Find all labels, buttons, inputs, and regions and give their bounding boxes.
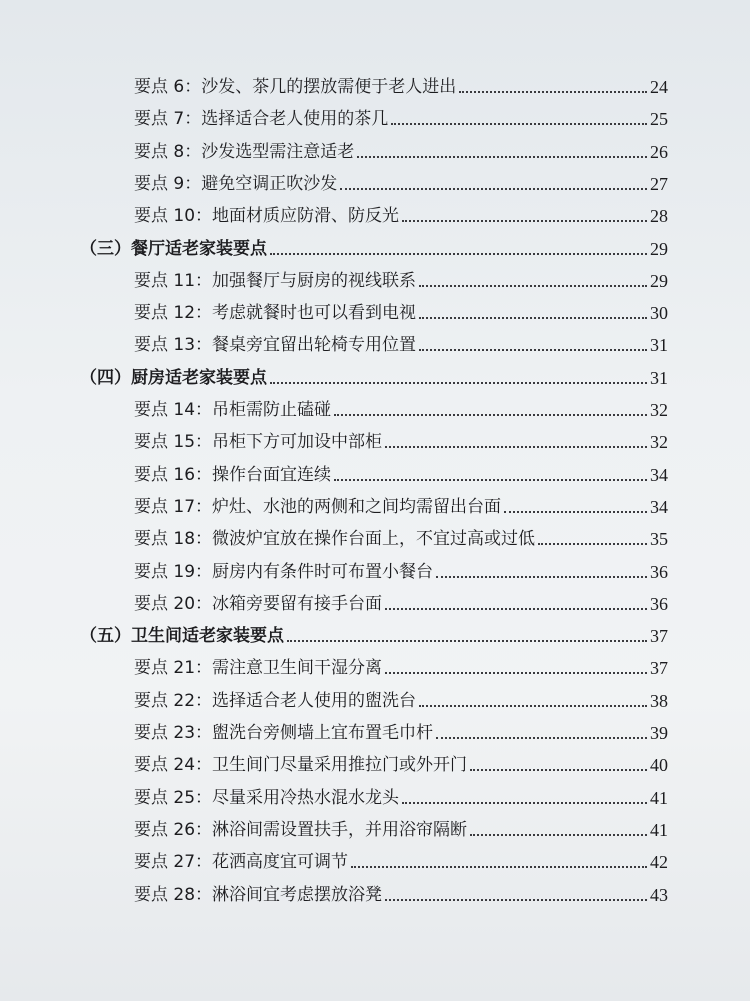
toc-entry <box>134 425 668 453</box>
dot-leader <box>538 542 647 545</box>
toc-entry-title: （五）卫生间适老家装要点 <box>80 626 284 647</box>
dot-leader <box>419 348 647 351</box>
toc-page-number: 37 <box>650 658 668 679</box>
dot-leader <box>504 510 647 513</box>
toc-page-number: 34 <box>650 464 668 485</box>
toc-entry <box>134 748 668 776</box>
toc-entry <box>134 684 668 712</box>
toc-page-number: 35 <box>650 529 668 550</box>
toc-entry <box>134 878 668 906</box>
toc-entry-title: （四）厨房适老家装要点 <box>80 367 267 388</box>
dot-leader <box>385 898 647 901</box>
toc-entry <box>134 135 668 163</box>
toc-entry-title: 要点 14：吊柜需防止磕碰 <box>134 400 332 420</box>
toc-entry-title: 要点 18：微波炉宜放在操作台面上，不宜过高或过低 <box>134 529 536 550</box>
toc-page-number: 27 <box>650 173 668 194</box>
toc-entry-title: 要点 24：卫生间门尽量采用推拉门或外开门 <box>134 755 468 776</box>
toc-page-number: 36 <box>650 593 668 614</box>
toc-entry <box>134 813 668 841</box>
toc-entry-title: 要点 17：炉灶、水池的两侧和之间均需留出台面 <box>134 496 502 517</box>
toc-entry-title: 要点 27：花洒高度宜可调节 <box>134 852 349 873</box>
dot-leader <box>385 445 647 448</box>
toc-entry-title: 要点 19：厨房内有条件时可布置小餐台 <box>134 561 434 582</box>
dot-leader <box>470 833 647 836</box>
toc-entry-title: 要点 23：盥洗台旁侧墙上宜布置毛巾杆 <box>134 723 434 743</box>
dot-leader <box>340 187 647 190</box>
dot-leader <box>351 865 647 868</box>
toc-entry-title: 要点 15：吊柜下方可加设中部柜 <box>134 432 383 453</box>
toc-page-number: 43 <box>650 884 668 905</box>
toc-entry <box>134 393 668 421</box>
toc-entry-title: 要点 25：尽量采用冷热水混水龙头 <box>134 787 400 808</box>
toc-entry <box>134 845 668 873</box>
toc-entry-title: 要点 20：冰箱旁要留有接手台面 <box>134 593 383 614</box>
toc-entry <box>134 328 668 356</box>
dot-leader <box>334 413 647 416</box>
toc-entry-title: 要点 7：选择适合老人使用的茶几 <box>134 109 389 130</box>
toc-page-number: 38 <box>650 690 668 711</box>
toc-entry-title: 要点 9：避免空调正吹沙发 <box>134 173 338 194</box>
toc-page-number: 31 <box>650 335 668 356</box>
toc-entry <box>134 296 668 324</box>
dot-leader <box>419 704 647 707</box>
toc-entry <box>134 522 668 550</box>
dot-leader <box>357 155 647 158</box>
dot-leader <box>419 284 647 287</box>
toc-page-number: 26 <box>650 141 668 162</box>
toc-page-number: 32 <box>650 432 668 453</box>
dot-leader <box>385 607 647 610</box>
toc-section-heading <box>80 619 668 647</box>
toc-entry-title: 要点 16：操作台面宜连续 <box>134 464 332 485</box>
dot-leader <box>270 252 647 255</box>
toc-page-number: 29 <box>650 238 668 259</box>
toc-entry-title: 要点 6：沙发、茶几的摆放需便于老人进出 <box>134 77 457 97</box>
toc-page-number: 39 <box>650 723 668 743</box>
dot-leader <box>402 219 647 222</box>
toc-section-heading <box>80 232 668 260</box>
toc-page-number: 34 <box>650 496 668 517</box>
toc-entry <box>134 458 668 486</box>
toc-entry <box>134 102 668 130</box>
toc-entry <box>134 716 668 744</box>
toc-page-number: 42 <box>650 852 668 873</box>
toc-entry <box>134 555 668 583</box>
toc-entry-title: 要点 13：餐桌旁宜留出轮椅专用位置 <box>134 335 417 356</box>
toc-page-number: 32 <box>650 400 668 420</box>
toc-page-number: 25 <box>650 109 668 130</box>
toc-entry <box>134 587 668 615</box>
toc-entry-title: （三）餐厅适老家装要点 <box>80 238 267 259</box>
toc-section-heading <box>80 361 668 389</box>
toc-entry <box>134 70 668 98</box>
toc-entry <box>134 167 668 195</box>
dot-leader <box>436 736 647 739</box>
dot-leader <box>270 381 647 384</box>
toc-page-number: 40 <box>650 755 668 776</box>
toc-entry-title: 要点 12：考虑就餐时也可以看到电视 <box>134 303 417 324</box>
toc-entry-title: 要点 21：需注意卫生间干湿分离 <box>134 658 383 679</box>
dot-leader <box>459 90 647 93</box>
toc-page-number: 31 <box>650 367 668 388</box>
dot-leader <box>419 316 647 319</box>
toc-entry <box>134 781 668 809</box>
dot-leader <box>287 639 647 642</box>
toc-entry <box>134 199 668 227</box>
dot-leader <box>334 478 647 481</box>
toc-entry-title: 要点 11：加强餐厅与厨房的视线联系 <box>134 270 417 291</box>
toc-page-number: 37 <box>650 626 668 647</box>
toc-page-number: 28 <box>650 206 668 227</box>
toc-entry <box>134 651 668 679</box>
toc-entry-title: 要点 22：选择适合老人使用的盥洗台 <box>134 690 417 711</box>
dot-leader <box>385 671 647 674</box>
toc-page-number: 24 <box>650 77 668 97</box>
toc-page-number: 41 <box>650 787 668 808</box>
toc-entry <box>134 490 668 518</box>
dot-leader <box>391 122 647 125</box>
toc-entry-title: 要点 26：淋浴间需设置扶手，并用浴帘隔断 <box>134 819 468 840</box>
toc-page-number: 36 <box>650 561 668 582</box>
toc-entry-title: 要点 10：地面材质应防滑、防反光 <box>134 206 400 227</box>
toc-page-number: 30 <box>650 303 668 324</box>
toc-entry-title: 要点 28：淋浴间宜考虑摆放浴凳 <box>134 884 383 905</box>
toc-page-number: 29 <box>650 270 668 291</box>
toc-page-number: 41 <box>650 819 668 840</box>
toc-entry <box>134 264 668 292</box>
dot-leader <box>470 768 647 771</box>
dot-leader <box>402 801 647 804</box>
dot-leader <box>436 575 647 578</box>
toc-entry-title: 要点 8：沙发选型需注意适老 <box>134 141 355 162</box>
